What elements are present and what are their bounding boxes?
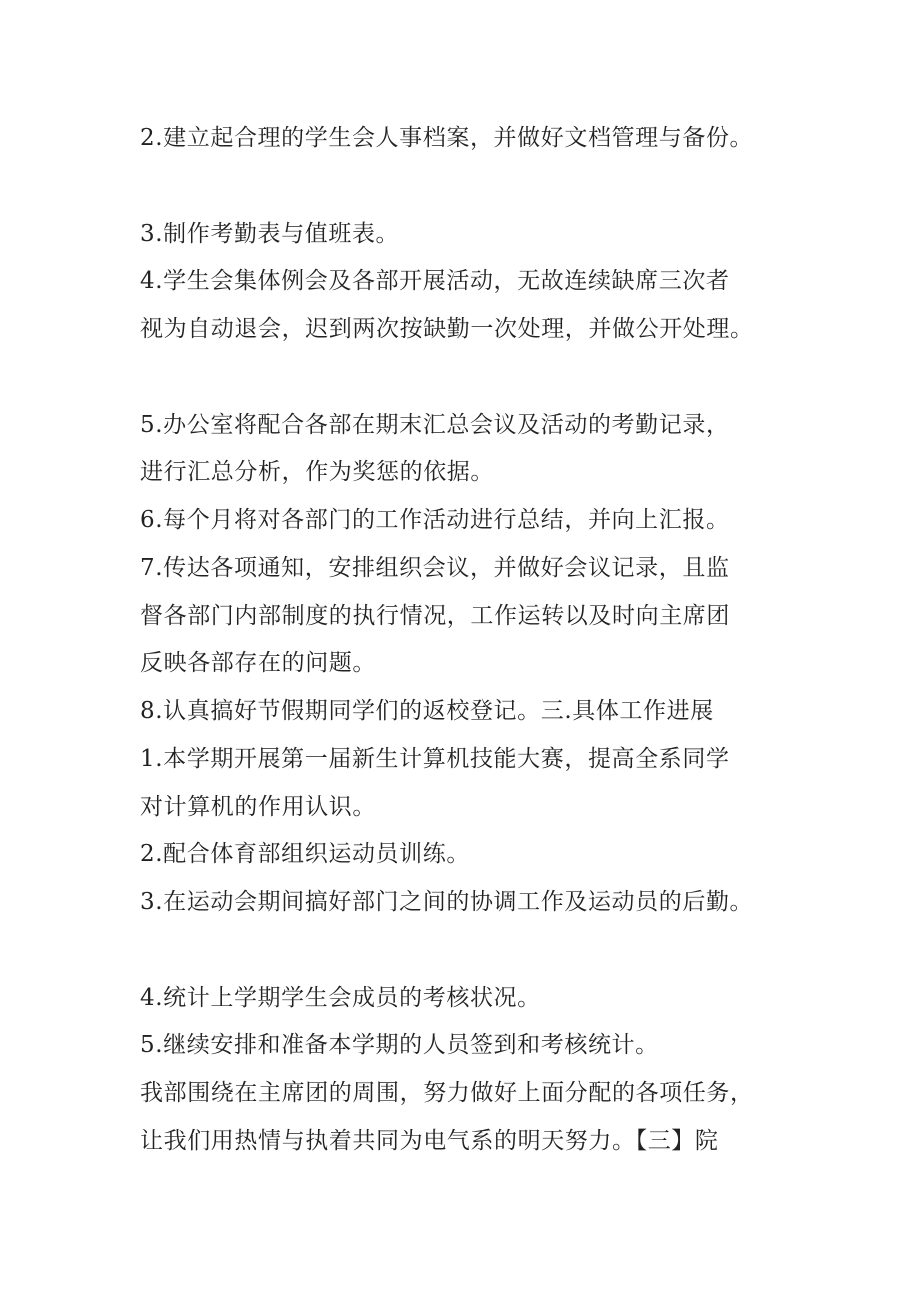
- text-line: 7.传达各项通知，安排组织会议，并做好会议记录，且监: [140, 555, 730, 581]
- text-line: 3.制作考勤表与值班表。: [140, 221, 400, 247]
- text-line: 3.在运动会期间搞好部门之间的协调工作及运动员的后勤。: [140, 889, 754, 915]
- text-line: 8.认真搞好节假期同学们的返校登记。三.具体工作进展: [140, 698, 714, 724]
- text-line: 对计算机的作用认识。: [140, 794, 376, 820]
- text-line: 督各部门内部制度的执行情况，工作运转以及时向主席团: [140, 603, 730, 629]
- text-line: 2.配合体育部组织运动员训练。: [140, 841, 470, 867]
- text-line: 5.办公室将配合各部在期末汇总会议及活动的考勤记录，: [140, 412, 730, 438]
- text-line: 让我们用热情与执着共同为电气系的明天努力。【三】院: [140, 1128, 719, 1154]
- text-line: 6.每个月将对各部门的工作活动进行总结，并向上汇报。: [140, 507, 730, 533]
- text-line: 视为自动退会，迟到两次按缺勤一次处理，并做公开处理。: [140, 316, 754, 342]
- text-line: 进行汇总分析，作为奖惩的依据。: [140, 459, 494, 485]
- text-line: 4.统计上学期学生会成员的考核状况。: [140, 985, 541, 1011]
- text-line: 4.学生会集体例会及各部开展活动，无故连续缺席三次者: [140, 268, 730, 294]
- text-line: 我部围绕在主席团的周围，努力做好上面分配的各项任务，: [140, 1080, 754, 1106]
- text-line: 2.建立起合理的学生会人事档案，并做好文档管理与备份。: [140, 125, 754, 151]
- text-line: 5.继续安排和准备本学期的人员签到和考核统计。: [140, 1032, 659, 1058]
- text-line: 反映各部存在的问题。: [140, 650, 376, 676]
- text-line: 1.本学期开展第一届新生计算机技能大赛，提高全系同学: [140, 746, 730, 772]
